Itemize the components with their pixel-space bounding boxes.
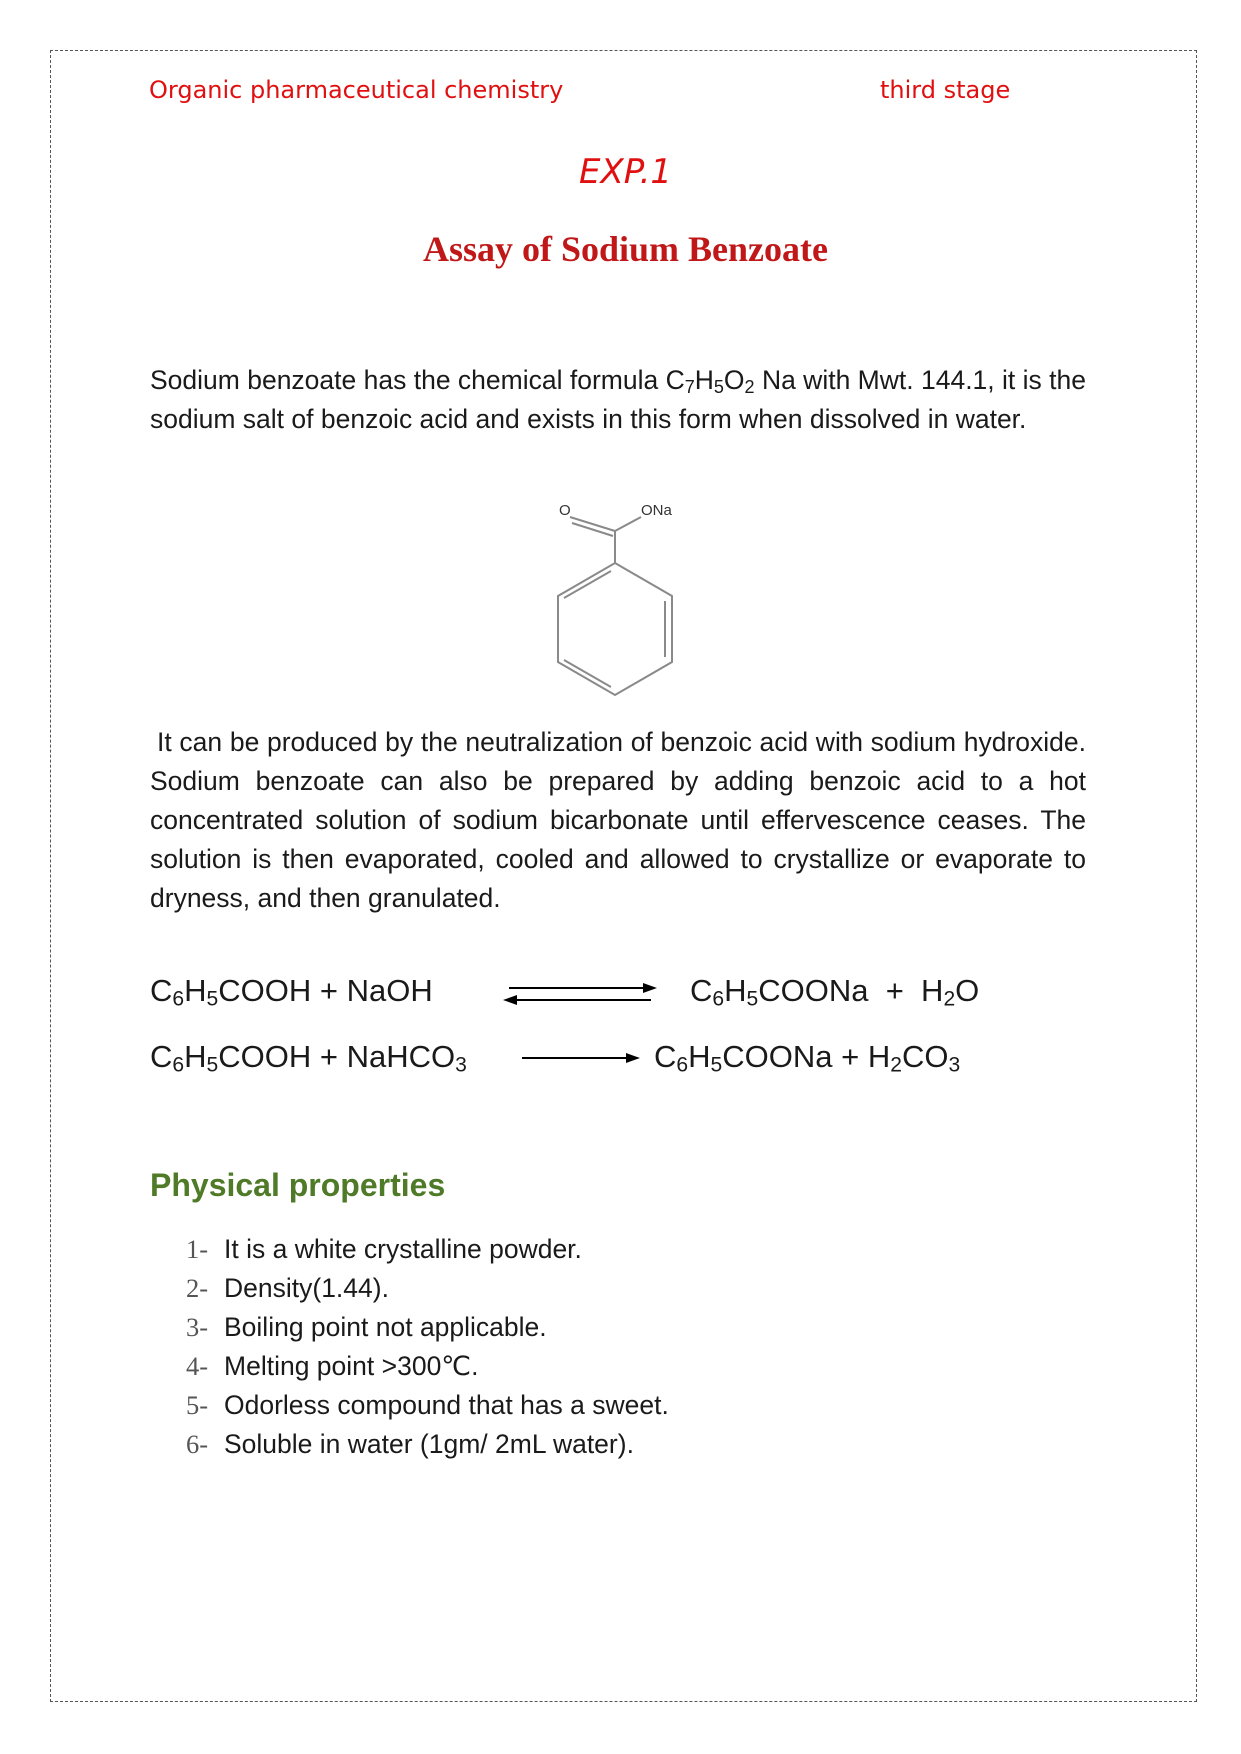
equation-1-products: $C_6H_5COONa + H_2O$ bbox=[690, 973, 980, 1011]
list-item: 3- Boiling point not applicable. bbox=[186, 1312, 547, 1342]
header-subject: Organic pharmaceutical chemistry bbox=[149, 76, 564, 104]
oxygen-label: O bbox=[559, 502, 571, 519]
equilibrium-arrow-icon bbox=[497, 980, 663, 1008]
list-item: 1- It is a white crystalline powder. bbox=[186, 1234, 582, 1264]
equation-1-reactants: $C_6H_5COOH$ + NaOH bbox=[150, 973, 433, 1011]
intro-paragraph: Sodium benzoate has the chemical formula $C_7H_5O_2$ Na with Mwt. 144.1, it is the sodium salt of benzoic acid and exists in this form when dissolved in water. bbox=[150, 365, 1086, 434]
experiment-title: Assay of Sodium Benzoate bbox=[422, 229, 829, 269]
benzene-ring bbox=[558, 563, 672, 695]
production-paragraph: It can be produced by the neutralization of benzoic acid with sodium hydroxide. Sodium benzoate can also be prepared by adding benzoic acid to a hot concentrated solution of sodium bicarbonate until effervescence ceases. The solution is then evaporated, cooled and allowed to crystallize or evaporate to dryness, and then granulated. bbox=[150, 727, 1086, 913]
experiment-number: EXP.1 bbox=[578, 152, 673, 192]
header-stage: third stage bbox=[880, 76, 1011, 104]
reaction-arrow-icon bbox=[520, 1050, 642, 1066]
list-item: 2- Density(1.44). bbox=[186, 1273, 389, 1303]
ona-label: ONa bbox=[641, 502, 672, 519]
physical-properties-heading: Physical properties bbox=[150, 1167, 446, 1203]
sodium-benzoate-structure bbox=[540, 498, 720, 713]
equation-2-reactants: $C_6H_5COOH$ + NaHCO$_3$ bbox=[150, 1039, 467, 1077]
equation-2-products: $C_6H_5COONa + H_2CO_3$ bbox=[654, 1039, 961, 1077]
list-item: 6- Soluble in water (1gm/ 2mL water). bbox=[186, 1429, 634, 1459]
c-o-bond bbox=[615, 517, 641, 531]
physical-properties-list bbox=[186, 1230, 669, 1464]
list-item: 5- Odorless compound that has a sweet. bbox=[186, 1390, 669, 1420]
list-item: 4- Melting point >300℃. bbox=[186, 1351, 479, 1381]
